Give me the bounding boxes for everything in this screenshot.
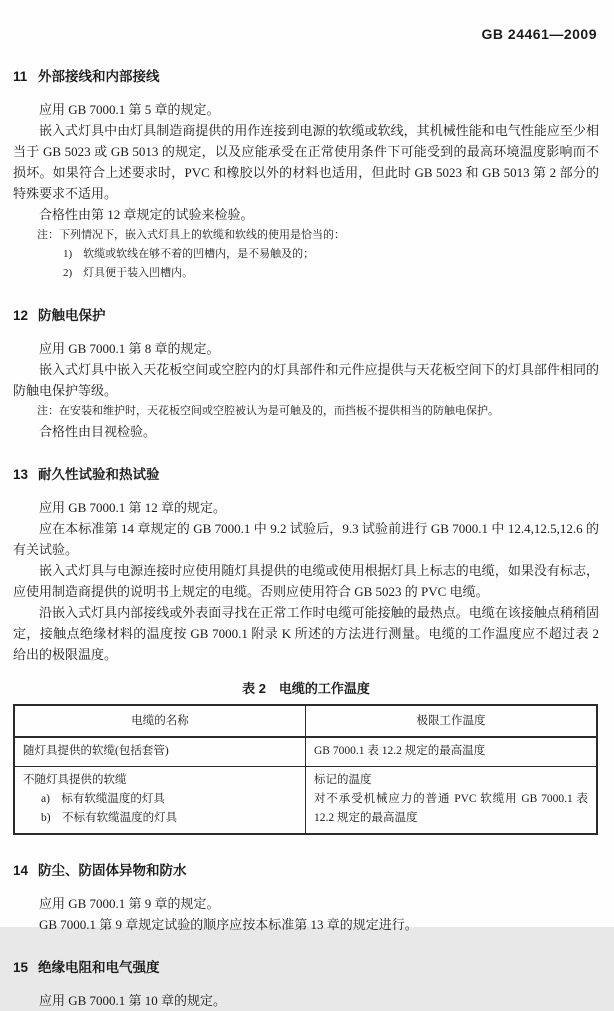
section-13 bbox=[13, 463, 599, 835]
section-13-paragraph: 嵌入式灯具与电源连接时应使用随灯具提供的电缆或使用根据灯具上标志的电缆，如果没有标志，应使用制造商提供的说明书上规定的电缆。否则应使用符合 GB 5023 的 PVC 电缆。 bbox=[13, 563, 599, 599]
section-12-paragraph: 合格性由目视检验。 bbox=[39, 424, 157, 439]
section-11-note-item: 1) 软缆或软线在够不着的凹槽内，是不易触及的； bbox=[63, 248, 315, 260]
table-row bbox=[14, 767, 597, 835]
section-12-paragraph: 应用 GB 7000.1 第 8 章的规定。 bbox=[39, 341, 220, 356]
section-15-number: 15 bbox=[13, 960, 29, 975]
section-12 bbox=[13, 304, 599, 442]
section-14 bbox=[13, 859, 599, 935]
section-11 bbox=[13, 65, 599, 283]
cell-line: 不随灯具提供的软缆 bbox=[23, 774, 127, 786]
section-11-note-item: 2) 灯具便于装入凹槽内。 bbox=[63, 267, 194, 279]
table-2-caption: 表 2 电缆的工作温度 bbox=[242, 681, 370, 696]
section-11-heading bbox=[13, 65, 599, 85]
section-11-paragraph: 应用 GB 7000.1 第 5 章的规定。 bbox=[39, 102, 220, 117]
section-14-title: 防尘、防固体异物和防水 bbox=[38, 863, 187, 878]
section-14-heading bbox=[13, 859, 599, 879]
section-11-note: 注：下列情况下，嵌入式灯具上的软缆和软线的使用是恰当的： bbox=[37, 229, 345, 241]
section-13-paragraph: 应用 GB 7000.1 第 12 章的规定。 bbox=[39, 500, 227, 515]
section-13-number: 13 bbox=[13, 467, 29, 482]
section-11-paragraph: 嵌入式灯具中由灯具制造商提供的用作连接到电源的软缆或软线，其机械性能和电气性能应至少相当于 GB 5023 或 GB 5013 的规定，以及应能承受在正常使用条件下可能受到的最高环境温度影响而不损坏。如果符合上述要求时，PVC 和橡胶以外的材料也适用，但此时 GB 5023 和 GB 5013 第 2 部分的特殊要求不适用。 bbox=[13, 123, 599, 201]
table-cell-limit bbox=[306, 767, 598, 835]
section-13-paragraph: 沿嵌入式灯具内部接线或外表面寻找在正常工作时电缆可能接触的最热点。电缆在该接触点稍稍固定，接触点绝缘材料的温度按 GB 7000.1 附录 K 所述的方法进行测量。电缆的工作温度应不超过表 2 给出的极限温度。 bbox=[13, 605, 599, 662]
section-14-paragraph: GB 7000.1 第 9 章规定试验的顺序应按本标准第 13 章的规定进行。 bbox=[39, 917, 418, 932]
table-row bbox=[14, 737, 597, 767]
table-header-row bbox=[14, 705, 597, 737]
cell-line: 标记的温度 bbox=[314, 774, 372, 786]
table-header-cable-name: 电缆的名称 bbox=[14, 705, 306, 737]
section-14-number: 14 bbox=[13, 863, 29, 878]
table-cell-cable-name bbox=[14, 767, 306, 835]
section-12-note: 注：在安装和维护时，天花板空间或空腔被认为是可触及的，而挡板不提供相当的防触电保护。 bbox=[37, 405, 499, 417]
table-cell-limit: GB 7000.1 表 12.2 规定的最高温度 bbox=[306, 737, 598, 767]
section-12-title: 防触电保护 bbox=[38, 308, 106, 323]
section-12-heading bbox=[13, 304, 599, 324]
section-15 bbox=[13, 956, 599, 1011]
table-header-limit-temperature: 极限工作温度 bbox=[306, 705, 598, 737]
section-13-paragraph: 应在本标准第 14 章规定的 GB 7000.1 中 9.2 试验后，9.3 试验前进行 GB 7000.1 中 12.4,12.5,12.6 的有关试验。 bbox=[13, 521, 599, 557]
standard-code-header: GB 24461—2009 bbox=[481, 26, 597, 42]
cell-line: a) 标有软缆温度的灯具 bbox=[41, 793, 165, 805]
section-12-paragraph: 嵌入式灯具中嵌入天花板空间或空腔内的灯具部件和元件应提供与天花板空间下的灯具部件相同的防触电保护等级。 bbox=[13, 362, 599, 398]
section-12-number: 12 bbox=[13, 308, 29, 323]
section-14-paragraph: 应用 GB 7000.1 第 9 章的规定。 bbox=[39, 896, 220, 911]
section-15-paragraph: 应用 GB 7000.1 第 10 章的规定。 bbox=[39, 993, 227, 1008]
cell-line: 对不承受机械应力的普通 PVC 软缆用 GB 7000.1 表 12.2 规定的最高温度 bbox=[314, 793, 588, 824]
section-11-title: 外部接线和内部接线 bbox=[38, 69, 160, 84]
section-13-heading bbox=[13, 463, 599, 483]
table-cell-cable-name: 随灯具提供的软缆(包括套管) bbox=[14, 737, 306, 767]
section-11-number: 11 bbox=[13, 69, 28, 84]
cable-temperature-table bbox=[13, 704, 598, 835]
section-11-paragraph: 合格性由第 12 章规定的试验来检验。 bbox=[39, 207, 254, 222]
section-15-heading bbox=[13, 956, 599, 976]
cell-line: b) 不标有软缆温度的灯具 bbox=[41, 812, 178, 824]
section-15-title: 绝缘电阻和电气强度 bbox=[38, 960, 160, 975]
section-13-title: 耐久性试验和热试验 bbox=[38, 467, 160, 482]
